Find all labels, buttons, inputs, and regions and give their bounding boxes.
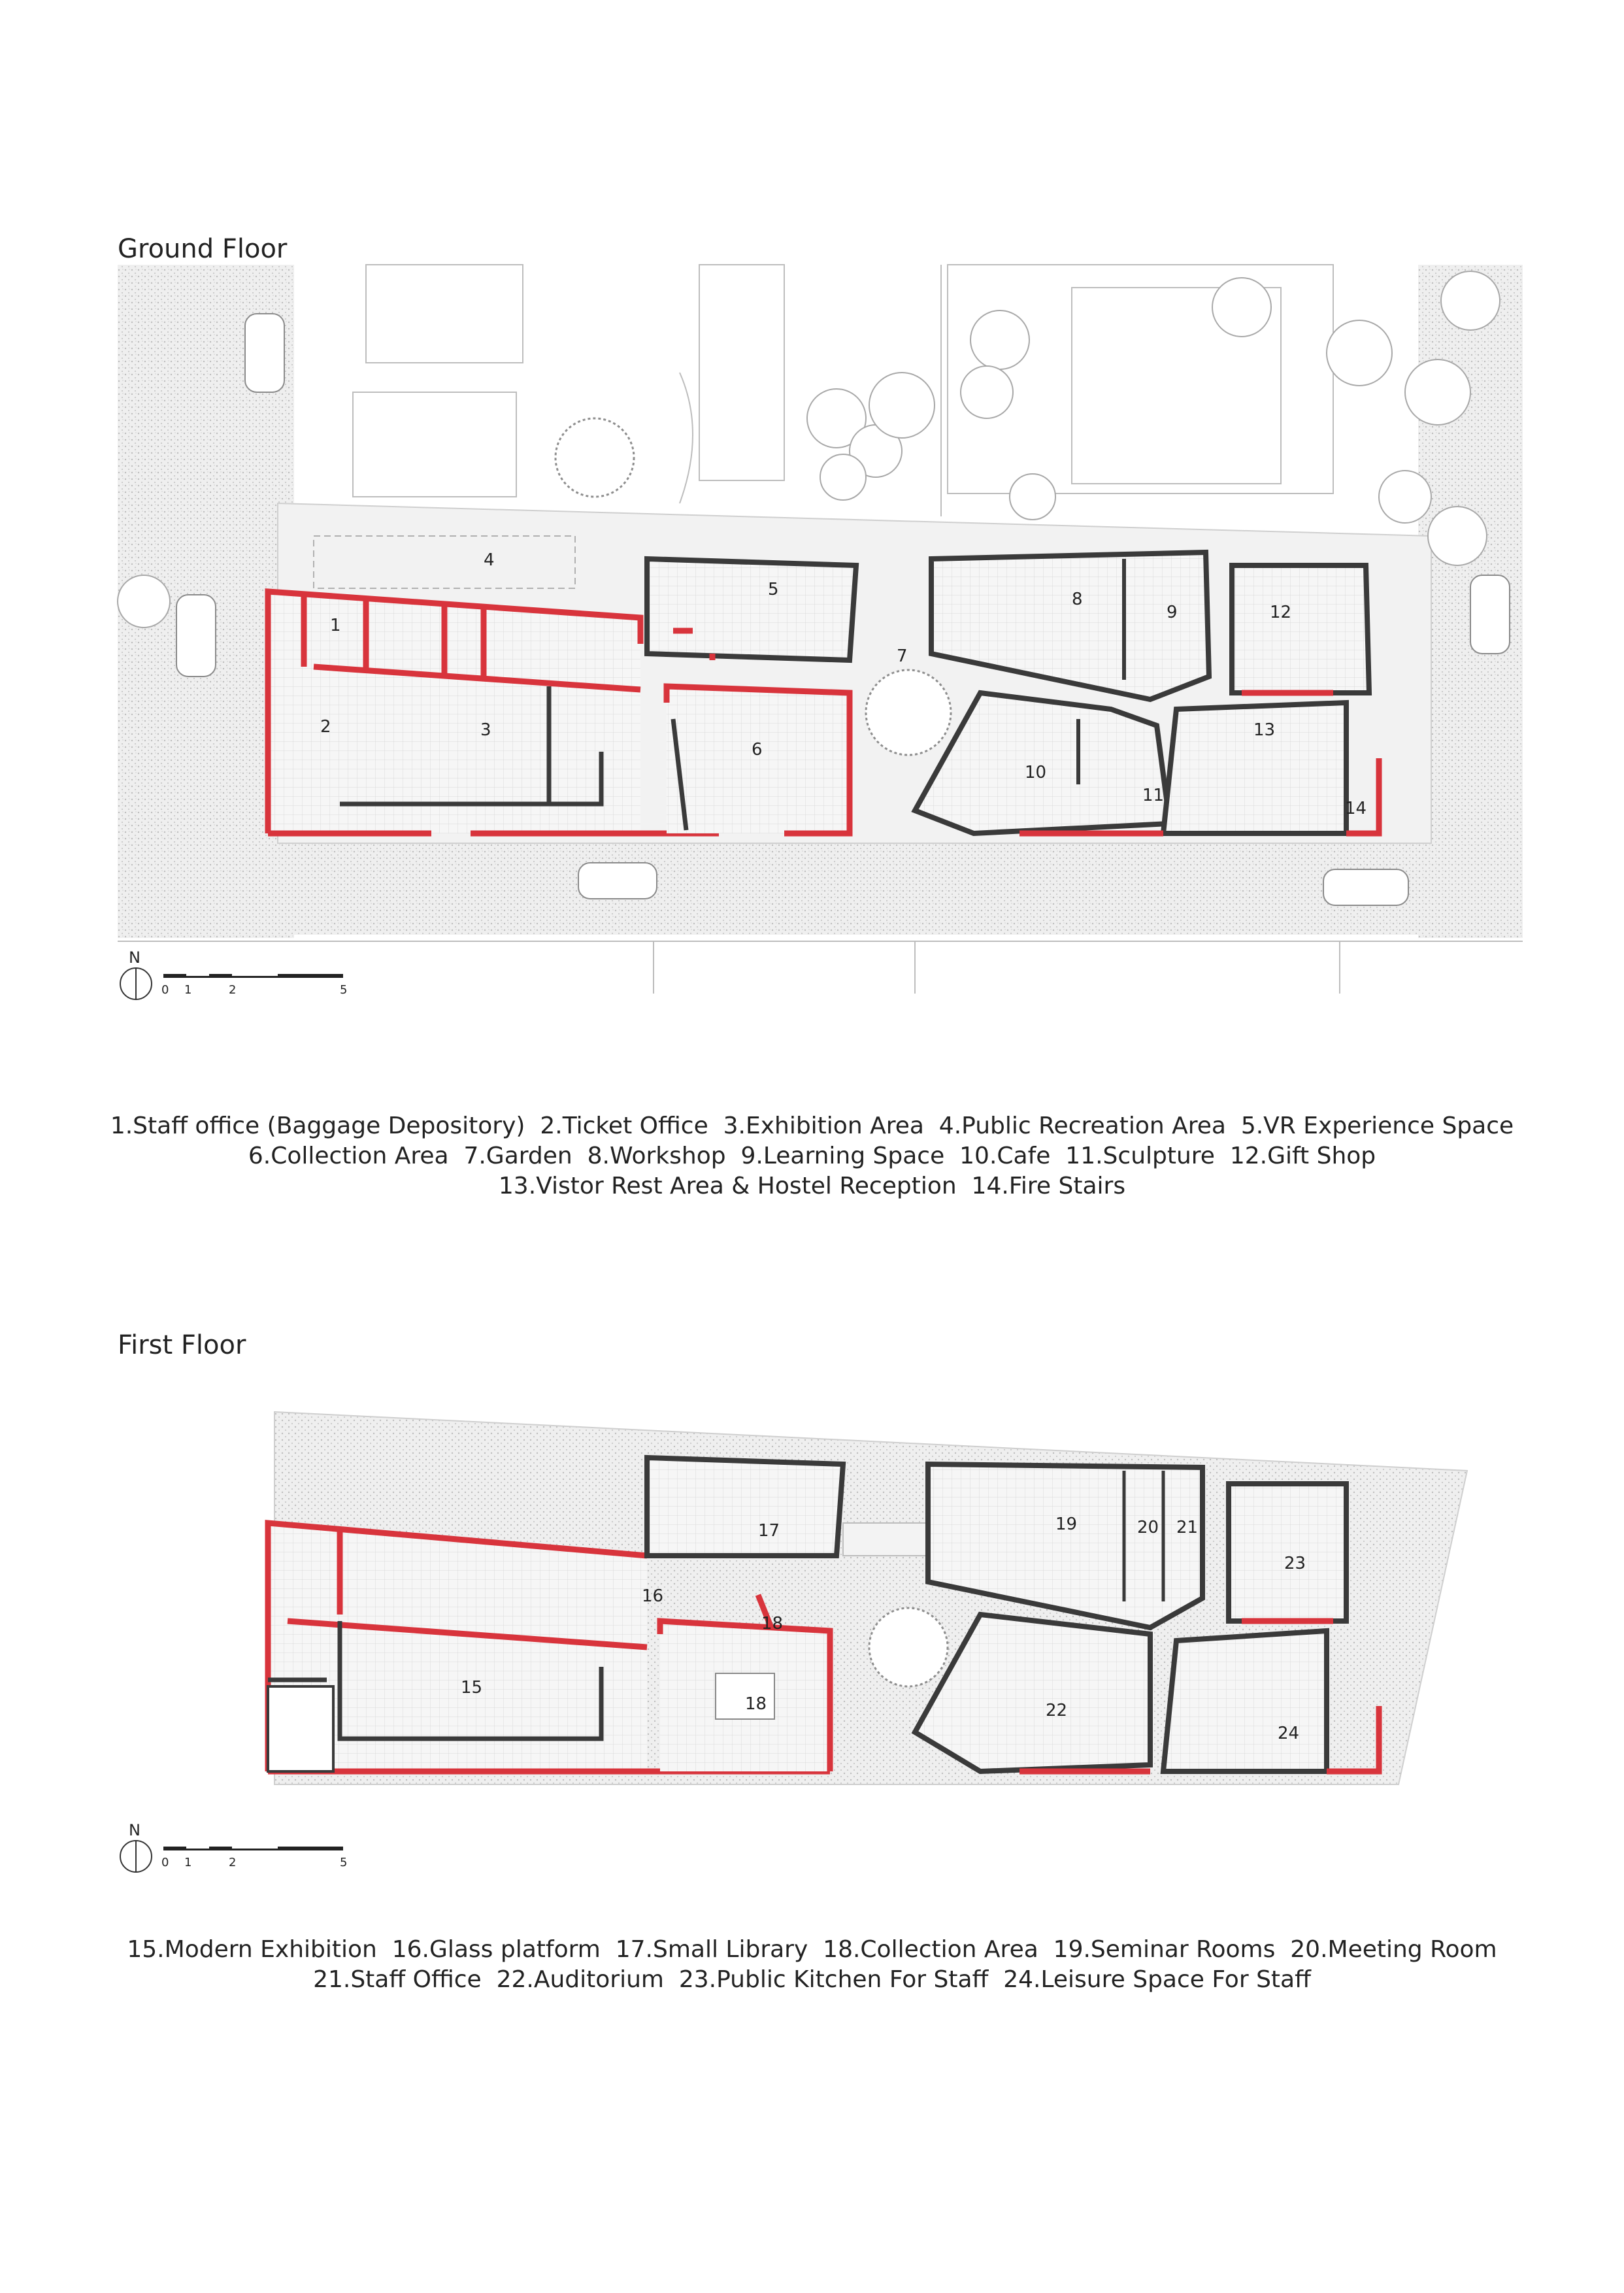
room-label-11: 11 <box>1142 786 1165 805</box>
room-label-1: 1 <box>330 616 341 635</box>
room-label-17: 17 <box>758 1521 780 1541</box>
room-label-14: 14 <box>1345 799 1367 818</box>
legend-line: 13.Vistor Rest Area & Hostel Reception 14.Fire Stairs <box>498 1173 1126 1199</box>
room-label-22: 22 <box>1046 1701 1068 1720</box>
north-label: N <box>129 948 141 967</box>
first-floor-title: First Floor <box>118 1330 246 1360</box>
legend-line: 6.Collection Area 7.Garden 8.Workshop 9.Learning Space 10.Cafe 11.Sculpture 12.Gift Shop <box>248 1143 1376 1169</box>
svg-text:2: 2 <box>229 1856 237 1869</box>
room-label-4: 4 <box>484 550 495 570</box>
legend-line: 1.Staff office (Baggage Depository) 2.Ticket Office 3.Exhibition Area 4.Public Recreation Area 5.VR Experience Space <box>110 1113 1514 1139</box>
room-label-21: 21 <box>1176 1518 1199 1537</box>
first-floor-legend <box>0 1935 1624 1995</box>
feature-tree-first <box>869 1608 948 1686</box>
svg-text:1: 1 <box>184 983 192 997</box>
ground-floor-title: Ground Floor <box>118 234 288 264</box>
ground-scale-bar <box>161 974 347 997</box>
legend-line: 21.Staff Office 22.Auditorium 23.Public Kitchen For Staff 24.Leisure Space For Staff <box>313 1966 1311 1993</box>
room-label-23: 23 <box>1284 1554 1306 1573</box>
first-scale-bar <box>161 1847 347 1869</box>
room-label-10: 10 <box>1025 763 1047 782</box>
road-south <box>118 830 1523 935</box>
room-label-18-upper: 18 <box>761 1614 784 1633</box>
room-label-15: 15 <box>461 1678 483 1698</box>
room-label-2: 2 <box>320 717 331 737</box>
room-label-9: 9 <box>1167 603 1178 622</box>
svg-text:5: 5 <box>340 983 348 997</box>
north-label: N <box>129 1821 141 1839</box>
first-floor-plan <box>0 1405 1624 1902</box>
svg-text:0: 0 <box>161 1856 169 1869</box>
svg-text:1: 1 <box>184 1856 192 1869</box>
room-label-20: 20 <box>1137 1518 1159 1537</box>
feature-tree-garden <box>866 670 951 755</box>
room-label-16: 16 <box>642 1586 664 1606</box>
svg-text:0: 0 <box>161 983 169 997</box>
feature-tree-north <box>555 418 634 497</box>
ground-north-arrow <box>120 948 152 999</box>
room-label-3: 3 <box>480 720 491 740</box>
room-label-18-lower: 18 <box>745 1694 767 1714</box>
ground-floor-legend <box>0 1111 1624 1201</box>
room-label-12: 12 <box>1270 603 1292 622</box>
room-label-24: 24 <box>1278 1724 1300 1743</box>
legend-line: 15.Modern Exhibition 16.Glass platform 17.Small Library 18.Collection Area 19.Seminar Rooms 20.Meeting Room <box>127 1936 1497 1963</box>
svg-text:5: 5 <box>340 1856 348 1869</box>
room-label-19: 19 <box>1055 1515 1078 1534</box>
room-label-13: 13 <box>1253 720 1276 740</box>
building-middle-block <box>647 559 856 833</box>
room-label-7: 7 <box>897 646 908 666</box>
room-label-5: 5 <box>768 580 779 599</box>
ground-floor-plan <box>0 0 1624 1020</box>
first-north-arrow <box>120 1821 152 1872</box>
svg-text:2: 2 <box>229 983 237 997</box>
room-label-6: 6 <box>752 740 763 760</box>
room-label-8: 8 <box>1072 590 1083 609</box>
first-east-block <box>915 1464 1379 1771</box>
